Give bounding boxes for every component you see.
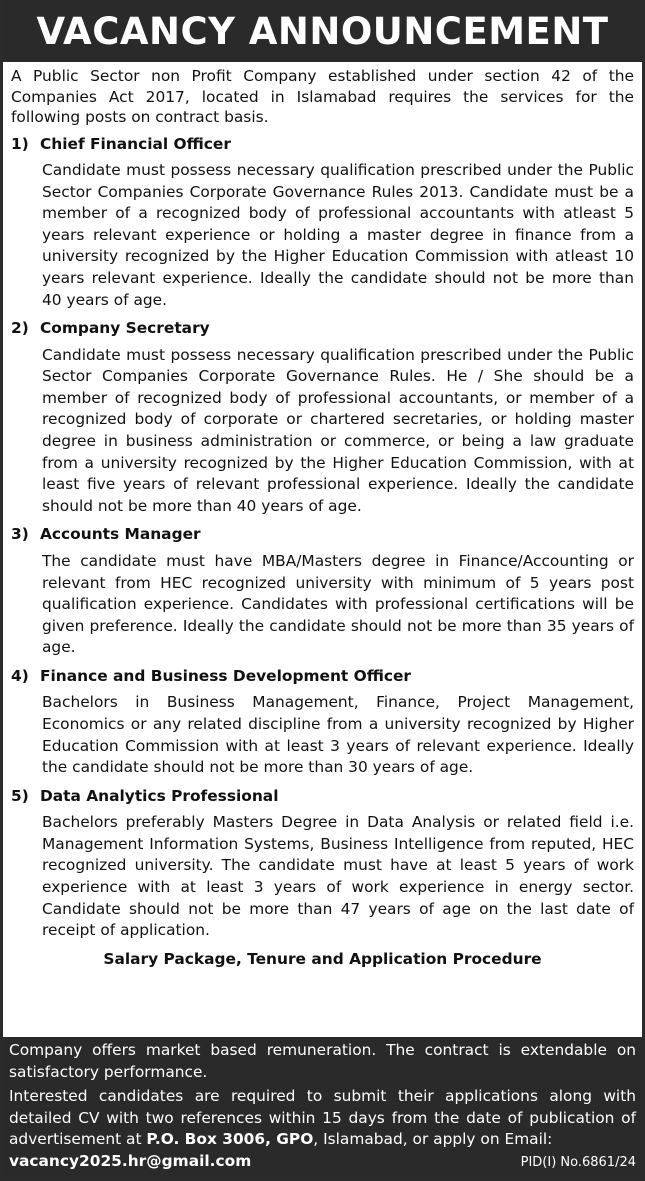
email-row	[9, 1151, 636, 1174]
post-number: 4)	[11, 666, 29, 685]
page-title: VACANCY ANNOUNCEMENT	[3, 0, 642, 62]
post-heading	[11, 666, 634, 687]
post-heading	[11, 134, 634, 155]
post-heading	[11, 318, 634, 339]
post-description: Candidate must possess necessary qualification prescribed under the Public Sector Companies Corporate Governance Rules. He / She should be a member of recognized body of professional accountants, or member of a recognized body of corporate or chartered secretaries, or holding master degree in business administration or commerce, or being a law graduate from a university recognized by the Higher Education Commission, with at least five years of relevant professional experience. Ideally the candidate should not be more than 40 years of age.	[42, 345, 634, 515]
post-title: Accounts Manager	[40, 525, 201, 544]
post-heading	[11, 786, 634, 807]
post-title: Company Secretary	[40, 319, 210, 338]
application-email-link[interactable]: vacancy2025.hr@gmail.com	[9, 1151, 252, 1170]
po-box-address: P.O. Box 3006, GPO	[146, 1130, 314, 1148]
remuneration-text: Company offers market based remuneration. The contract is extendable on satisfactory performance.	[9, 1041, 636, 1081]
post-item	[11, 318, 634, 517]
application-footer	[3, 1037, 642, 1178]
post-number: 5)	[11, 786, 29, 805]
application-text: Interested candidates are required to submit their applications along with detailed CV with two references within 15 days from the date of publication of advertisement at	[9, 1087, 636, 1148]
post-description: Bachelors preferably Masters Degree in Data Analysis or related field i.e. Management Information Systems, Business Intelligence from reputed, HEC recognized university. The candidate must have at least 5 years of work experience with at least 3 years of work experience in energy sector. Candidate should not be more than 47 years of age on the last date of receipt of application.	[42, 813, 634, 940]
post-item	[11, 666, 634, 779]
post-title: Data Analytics Professional	[40, 786, 279, 805]
post-description: The candidate must have MBA/Masters degree in Finance/Accounting or relevant from HEC recognized university with minimum of 5 years post qualification experience. Candidates with professional certifications will be given preference. Ideally the candidate should not be more than 35 years of age.	[42, 551, 634, 657]
post-number: 1)	[11, 134, 29, 153]
post-title: Finance and Business Development Officer	[40, 666, 412, 685]
main-content	[3, 62, 642, 969]
post-description: Bachelors in Business Management, Finance, Project Management, Economics or any related discipline from a university recognized by Higher Education Commission with at least 3 years of relevant experience. Ideally the candidate should not be more than 30 years of age.	[42, 693, 634, 777]
pid-number: PID(I) No.6861/24	[520, 1154, 636, 1170]
application-text-end: , Islamabad, or apply on Email:	[313, 1130, 553, 1148]
post-item	[11, 524, 634, 658]
post-number: 3)	[11, 525, 29, 544]
post-item	[11, 134, 634, 312]
post-heading	[11, 524, 634, 545]
post-item	[11, 786, 634, 942]
post-title: Chief Financial Officer	[40, 134, 231, 153]
post-number: 2)	[11, 319, 29, 338]
salary-section-heading: Salary Package, Tenure and Application Procedure	[103, 949, 542, 968]
post-description: Candidate must possess necessary qualification prescribed under the Public Sector Companies Corporate Governance Rules 2013. Candidate must be a member of a recognized body of professional accountants with atleast 5 years relevant experience or holding a master degree in finance from a university recognized by the Higher Education Commission with atleast 10 years relevant experience. Ideally the candidate should not be more than 40 years of age.	[42, 161, 634, 309]
application-instructions	[9, 1086, 636, 1151]
intro-paragraph: A Public Sector non Profit Company established under section 42 of the Companies Act 2017, located in Islamabad requires the services for the following posts on contract basis.	[11, 67, 634, 126]
